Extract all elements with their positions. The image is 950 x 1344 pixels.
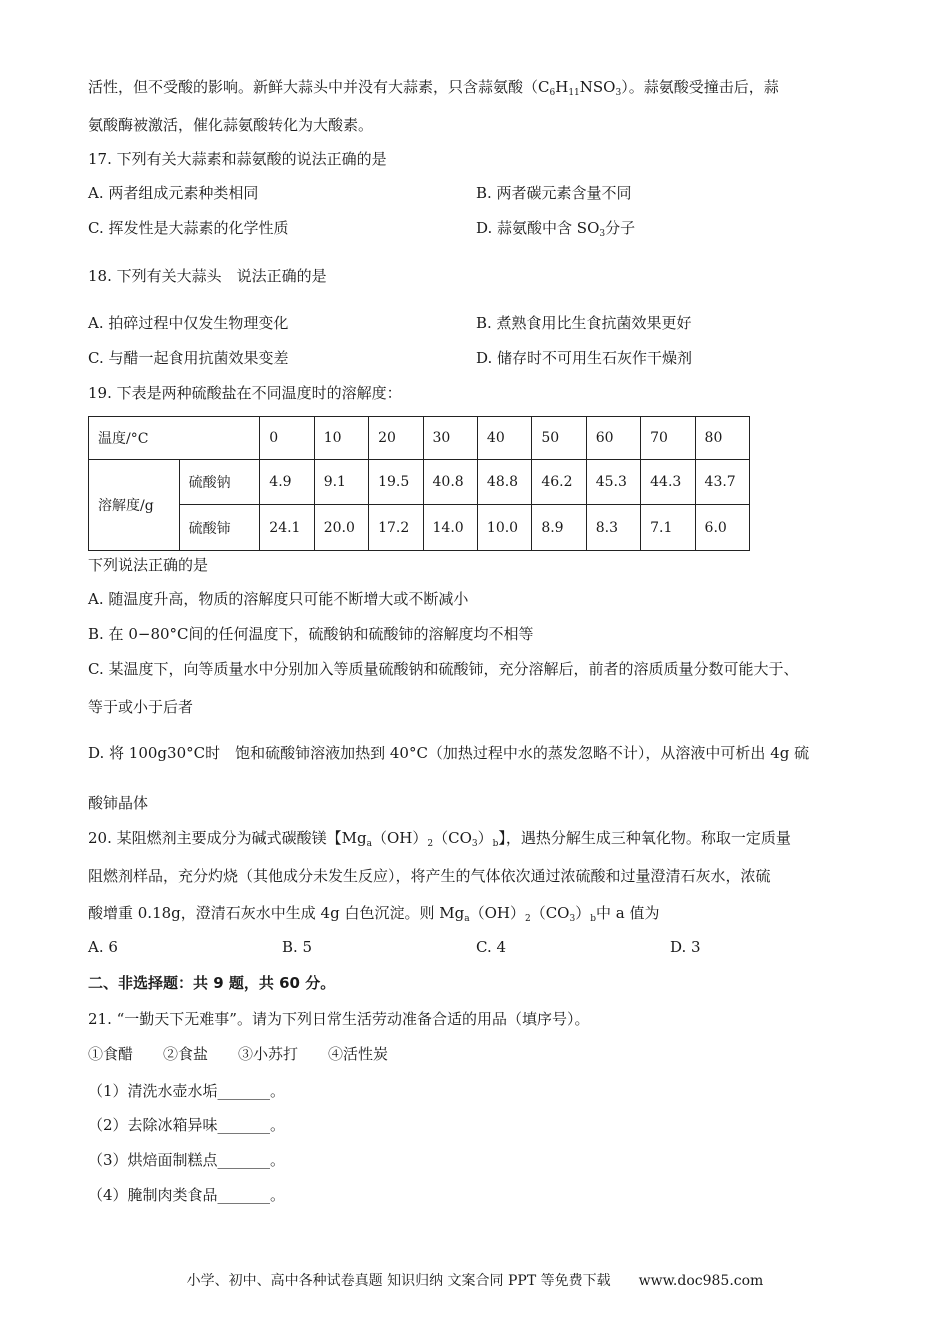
value-cell: 6.0 [695,505,749,551]
substance-name-cell: 硫酸钠 [179,460,260,505]
temp-cell: 60 [586,417,640,460]
substance-name-cell: 硫酸铈 [179,505,260,551]
temp-cell: 0 [260,417,314,460]
q18-stem: 18. 下列有关大蒜头 说法正确的是 [88,267,327,285]
q18-option-c: C. 与醋一起食用抗菌效果变差 [88,349,289,367]
value-cell: 45.3 [586,460,640,505]
q21-part-3: （3）烘焙面制糕点_______。 [88,1151,286,1169]
temp-label-cell: 温度/°C [89,417,260,460]
q19-option-c-line-2: 等于或小于后者 [88,698,194,716]
table-row [89,505,750,551]
q21-part-2: （2）去除冰箱异味_______。 [88,1116,286,1134]
solubility-label-cell: 溶解度/g [89,460,180,551]
q19-option-c-line-1: C. 某温度下，向等质量水中分别加入等质量硫酸钠和硫酸铈，充分溶解后，前者的溶质质量分数可能大于、 [88,660,799,678]
value-cell: 17.2 [369,505,423,551]
q20-option-c: C. 4 [476,938,507,956]
q17-option-b: B. 两者碳元素含量不同 [476,184,632,202]
value-cell: 43.7 [695,460,749,505]
value-cell: 8.3 [586,505,640,551]
value-cell: 40.8 [423,460,477,505]
section-2-heading: 二、非选择题：共 9 题，共 60 分。 [88,974,336,992]
value-cell: 9.1 [314,460,368,505]
q20-option-d: D. 3 [670,938,701,956]
solubility-table [88,416,750,551]
q20-option-a: A. 6 [88,938,118,956]
temp-cell: 30 [423,417,477,460]
q19-option-a: A. 随温度升高，物质的溶解度只可能不断增大或不断减小 [88,590,469,608]
q17-option-d: D. 蒜氨酸中含 $SO_3$分子 [476,219,636,239]
temp-cell: 10 [314,417,368,460]
value-cell: 24.1 [260,505,314,551]
q21-options: ①食醋 ②食盐 ③小苏打 ④活性炭 [88,1045,389,1063]
q18-option-d: D. 储存时不可用生石灰作干燥剂 [476,349,693,367]
value-cell: 10.0 [477,505,531,551]
q20-line-3: 酸增重 0.18g，澄清石灰水中生成 4g 白色沉淀。则 $Mg_a(OH)_2(CO_3)_b$中 a 值为 [88,904,660,924]
q20-line-2: 阻燃剂样品，充分灼烧（其他成分未发生反应），将产生的气体依次通过浓硫酸和过量澄清石灰水，浓硫 [88,867,771,885]
q21-part-4: （4）腌制肉类食品_______。 [88,1186,286,1204]
q19-stem: 19. 下表是两种硫酸盐在不同温度时的溶解度： [88,384,402,402]
intro-line-2: 氨酸酶被激活，催化蒜氨酸转化为大酸素。 [88,116,374,134]
q19-option-d-line-1: D. 将 100g30°C时 饱和硫酸铈溶液加热到 40°C（加热过程中水的蒸发忽略不计），从溶液中可析出 4g 硫 [88,744,810,762]
q18-option-b: B. 煮熟食用比生食抗菌效果更好 [476,314,692,332]
q17-stem: 17. 下列有关大蒜素和蒜氨酸的说法正确的是 [88,150,387,168]
q17-option-a: A. 两者组成元素种类相同 [88,184,259,202]
page-footer: 小学、初中、高中各种试卷真题 知识归纳 文案合同 PPT 等免费下载 www.doc985.com [186,1273,764,1289]
value-cell: 48.8 [477,460,531,505]
q21-stem: 21. “一勤天下无难事”。请为下列日常生活劳动准备合适的用品（填序号）。 [88,1010,590,1028]
q19-option-d-line-2: 酸铈晶体 [88,794,149,812]
q19-follow: 下列说法正确的是 [88,556,209,574]
value-cell: 7.1 [641,505,695,551]
intro-line-1: 活性，但不受酸的影响。新鲜大蒜头中并没有大蒜素，只含蒜氨酸$(C_6H_{11}NSO_3)$。蒜氨酸受撞击后，蒜 [88,78,779,98]
temp-cell: 20 [369,417,423,460]
table-header-row [89,417,750,460]
value-cell: 4.9 [260,460,314,505]
temp-cell: 40 [477,417,531,460]
value-cell: 44.3 [641,460,695,505]
q19-option-b: B. 在 0−80°C间的任何温度下，硫酸钠和硫酸铈的溶解度均不相等 [88,625,534,643]
value-cell: 46.2 [532,460,586,505]
value-cell: 20.0 [314,505,368,551]
value-cell: 14.0 [423,505,477,551]
q20-option-b: B. 5 [282,938,313,956]
temp-cell: 70 [641,417,695,460]
q20-line-1: 20. 某阻燃剂主要成分为碱式碳酸镁【$Mg_a(OH)_2(CO_3)_b$】，遇热分解生成三种氧化物。称取一定质量 [88,829,791,849]
temp-cell: 80 [695,417,749,460]
q21-part-1: （1）清洗水壶水垢_______。 [88,1082,286,1100]
q18-option-a: A. 拍碎过程中仅发生物理变化 [88,314,289,332]
value-cell: 8.9 [532,505,586,551]
value-cell: 19.5 [369,460,423,505]
q17-option-c: C. 挥发性是大蒜素的化学性质 [88,219,289,237]
temp-cell: 50 [532,417,586,460]
table-row [89,460,750,505]
